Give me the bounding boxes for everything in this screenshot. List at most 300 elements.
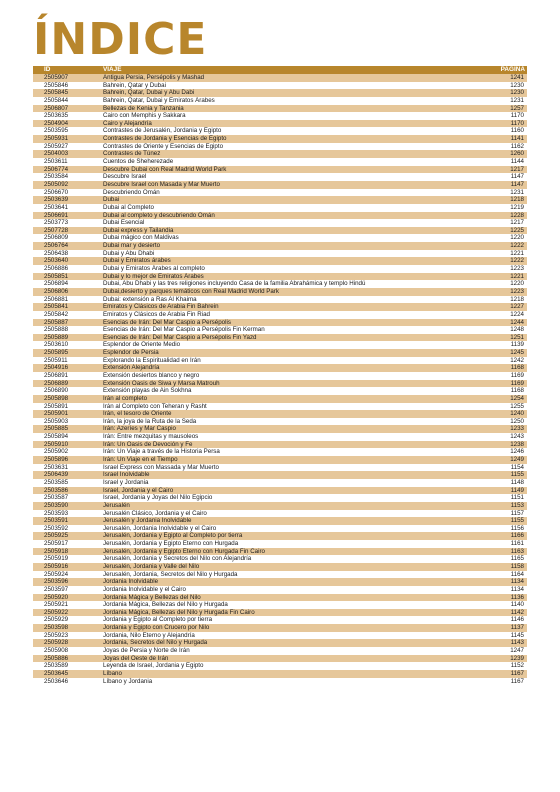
cell-pagina: 1147 <box>510 180 524 188</box>
table-row <box>33 632 527 640</box>
table-row <box>33 647 527 655</box>
table-row <box>33 517 527 525</box>
cell-pagina: 1244 <box>510 318 524 326</box>
cell-id: 2504003 <box>44 150 69 158</box>
cell-id: 2505907 <box>44 74 69 81</box>
table-row <box>33 196 527 204</box>
cell-id: 2505887 <box>44 318 69 326</box>
cell-pagina: 1218 <box>510 295 524 303</box>
cell-pagina: 1220 <box>510 234 524 242</box>
table-row <box>33 471 527 479</box>
table-row <box>33 288 527 296</box>
cell-viaje: Líbano <box>103 669 122 677</box>
table-row <box>33 678 527 686</box>
cell-pagina: 1143 <box>510 639 524 647</box>
cell-pagina: 1218 <box>510 196 524 204</box>
cell-id: 2503640 <box>44 257 69 265</box>
cell-viaje: Dubai al Completo <box>103 203 154 211</box>
table-row <box>33 364 527 372</box>
cell-viaje: Dubai express y Tailandia <box>103 226 174 234</box>
cell-pagina: 1219 <box>510 203 524 211</box>
cell-viaje: Líbano y Jordania <box>103 677 153 685</box>
table-row <box>33 487 527 495</box>
header-id: ID <box>44 66 51 73</box>
cell-pagina: 1141 <box>510 135 524 143</box>
cell-id: 2503595 <box>44 127 69 135</box>
cell-pagina: 1168 <box>510 364 524 372</box>
cell-id: 2505889 <box>44 333 69 341</box>
cell-viaje: Dubai mar y desierto <box>103 242 161 250</box>
table-row <box>33 311 527 319</box>
cell-id: 2506891 <box>44 371 69 379</box>
table-row <box>33 97 527 105</box>
cell-id: 2505894 <box>44 433 69 441</box>
cell-id: 2505910 <box>44 440 69 448</box>
cell-pagina: 1157 <box>510 509 524 517</box>
cell-viaje: Bahrein, Qatar, Dubai y Emiratos Árabes <box>103 96 215 104</box>
table-row <box>33 82 527 90</box>
table-row <box>33 510 527 518</box>
cell-viaje: Descubriendo Omán <box>103 188 160 196</box>
table-row <box>33 349 527 357</box>
cell-viaje: Israel, Jordania y Joyas del Nilo Egipcio <box>103 494 213 502</box>
table-row <box>33 319 527 327</box>
header-viaje: VIAJE <box>103 66 122 73</box>
cell-pagina: 1163 <box>510 547 524 555</box>
cell-id: 2505916 <box>44 563 69 570</box>
title-block <box>33 16 207 64</box>
cell-pagina: 1136 <box>510 593 524 601</box>
cell-pagina: 1251 <box>510 333 524 341</box>
table-row <box>33 448 527 456</box>
cell-pagina: 1169 <box>510 379 524 387</box>
table-row <box>33 441 527 449</box>
table-row <box>33 250 527 258</box>
cell-viaje: Irán: Un Oasis de Devoción y Fe <box>103 440 193 448</box>
table-row <box>33 418 527 426</box>
table-row <box>33 326 527 334</box>
cell-pagina: 1152 <box>510 662 524 670</box>
cell-id: 2503586 <box>44 486 69 494</box>
table-row <box>33 395 527 403</box>
index-table <box>33 66 527 685</box>
table-row <box>33 120 527 128</box>
table-row <box>33 74 527 82</box>
table-row <box>33 158 527 166</box>
cell-viaje: Irán: Un Viaje a través de la Historia Persa <box>103 448 220 456</box>
cell-pagina: 1160 <box>510 127 524 135</box>
cell-id: 2505925 <box>44 532 69 540</box>
cell-pagina: 1231 <box>510 96 524 104</box>
cell-viaje: Descubre Dubai con Real Madrid World Park <box>103 165 227 173</box>
cell-viaje: Jerusalén, Jordania y Secretos del Nilo con Alejandría <box>103 555 252 563</box>
cell-id: 2505842 <box>44 310 69 318</box>
cell-id: 2505921 <box>44 601 69 609</box>
table-row <box>33 341 527 349</box>
cell-viaje: Jordania, Secretos del Nilo y Hurgada <box>103 639 208 647</box>
cell-id: 2505911 <box>44 356 68 364</box>
table-row <box>33 150 527 158</box>
table-row <box>33 578 527 586</box>
cell-pagina: 1166 <box>510 532 524 540</box>
table-row <box>33 563 527 571</box>
cell-viaje: Esplendor de Persia <box>103 349 159 357</box>
cell-viaje: Dubai,desierto y parques temáticos con Real Madrid World Park <box>103 287 279 295</box>
table-row <box>33 166 527 174</box>
table-row <box>33 265 527 273</box>
cell-viaje: Israel Express con Massada y Mar Muerto <box>103 463 219 471</box>
table-row <box>33 189 527 197</box>
cell-id: 2505896 <box>44 456 69 464</box>
table-row <box>33 479 527 487</box>
table-row <box>33 242 527 250</box>
table-row <box>33 586 527 594</box>
cell-viaje: Jerusalén <box>103 501 130 509</box>
cell-pagina: 1155 <box>510 471 524 479</box>
table-row <box>33 525 527 533</box>
cell-viaje: Irán al Completo con Teheran y Rasht <box>103 402 207 410</box>
cell-viaje: Joyas del Oeste de Irán <box>103 654 169 662</box>
cell-id: 2503610 <box>44 341 69 349</box>
cell-id: 2505845 <box>44 89 69 97</box>
table-row <box>33 425 527 433</box>
table-row <box>33 89 527 97</box>
cell-id: 2505092 <box>44 180 69 188</box>
cell-pagina: 1170 <box>510 112 524 120</box>
table-row <box>33 204 527 212</box>
table-row <box>33 616 527 624</box>
cell-pagina: 1147 <box>510 173 524 181</box>
cell-viaje: Irán, la joya de la Ruta de la Seda <box>103 417 197 425</box>
cell-pagina: 1248 <box>510 326 524 334</box>
cell-pagina: 1155 <box>510 517 524 525</box>
cell-pagina: 1165 <box>510 555 524 563</box>
cell-id: 2503596 <box>44 578 69 586</box>
cell-pagina: 1224 <box>510 310 524 318</box>
table-row <box>33 127 527 135</box>
cell-pagina: 1238 <box>510 440 524 448</box>
cell-id: 2503646 <box>44 677 69 685</box>
cell-id: 2506809 <box>44 234 69 242</box>
cell-pagina: 1222 <box>510 242 524 250</box>
table-row <box>33 219 527 227</box>
table-row <box>33 655 527 663</box>
cell-viaje: Contrastes de Jerusalén, Jordania y Egipto <box>103 127 222 135</box>
cell-viaje: Cairo con Memphis y Sakkara <box>103 112 186 120</box>
cell-viaje: Esencias de Irán: Del Mar Caspio a Persépolis Fin Yazd <box>103 333 257 341</box>
cell-id: 2506670 <box>44 188 69 196</box>
cell-viaje: Dubai Esencial <box>103 219 145 227</box>
cell-pagina: 1146 <box>510 616 524 624</box>
table-row <box>33 609 527 617</box>
cell-pagina: 1233 <box>510 425 524 433</box>
table-row <box>33 403 527 411</box>
cell-viaje: Bahrein, Qatar y Dubai <box>103 81 166 89</box>
cell-pagina: 1167 <box>510 677 524 685</box>
cell-pagina: 1222 <box>510 257 524 265</box>
cell-id: 2506438 <box>44 249 69 257</box>
cell-id: 2506894 <box>44 280 69 288</box>
cell-viaje: Jordania Mágica, Bellezas del Nilo y Hurgada Fin Cairo <box>103 608 255 616</box>
cell-id: 2505903 <box>44 417 69 425</box>
cell-id: 2503592 <box>44 524 69 532</box>
cell-id: 2503639 <box>44 196 69 204</box>
cell-id: 2503587 <box>44 494 69 502</box>
cell-viaje: Leyenda de Israel, Jordania y Egipto <box>103 662 204 670</box>
cell-id: 2506807 <box>44 104 69 112</box>
cell-pagina: 1161 <box>510 540 524 548</box>
table-row <box>33 532 527 540</box>
cell-viaje: Extensión Alejandría <box>103 364 160 372</box>
table-row <box>33 143 527 151</box>
cell-pagina: 1139 <box>510 341 524 349</box>
cell-pagina: 1148 <box>510 478 524 486</box>
cell-viaje: Contrastes de Túnez <box>103 150 161 158</box>
cell-viaje: Dubai al completo y descubriendo Omán <box>103 211 215 219</box>
cell-viaje: Esencias de Irán: Del Mar Caspio a Persépolis <box>103 318 231 326</box>
cell-viaje: Contrastes de Oriente y Esencias de Egipto <box>103 142 224 150</box>
cell-id: 2505919 <box>44 555 69 563</box>
table-row <box>33 357 527 365</box>
cell-pagina: 1230 <box>510 81 524 89</box>
table-row <box>33 112 527 120</box>
cell-viaje: Descubre Israel con Masada y Mar Muerto <box>103 180 220 188</box>
cell-id: 2505917 <box>44 540 69 548</box>
cell-pagina: 1220 <box>510 280 524 288</box>
cell-viaje: Irán, el tesoro de Oriente <box>103 410 172 418</box>
cell-viaje: Jerusalén y Jordania Inolvidable <box>103 517 192 525</box>
cell-viaje: Israel, Jordania y el Cairo <box>103 486 174 494</box>
table-row <box>33 555 527 563</box>
cell-id: 2506886 <box>44 265 69 273</box>
cell-pagina: 1230 <box>510 89 524 97</box>
table-row <box>33 456 527 464</box>
cell-viaje: Bellezas de Kenia y Tanzania <box>103 104 184 112</box>
cell-viaje: Joyas de Persia y Norte de Irán <box>103 647 190 655</box>
cell-id: 2505922 <box>44 608 69 616</box>
cell-pagina: 1168 <box>510 387 524 395</box>
cell-id: 2506889 <box>44 379 69 387</box>
cell-id: 2505908 <box>44 647 69 655</box>
cell-viaje: Jordania Mágica y Bellezas del Nilo <box>103 593 201 601</box>
cell-id: 2505888 <box>44 326 69 334</box>
cell-viaje: Jerusalén, Jordania y Egipto Eterno con Hurgada Fin Cairo <box>103 547 265 555</box>
table-row <box>33 181 527 189</box>
cell-viaje: Jordania Inolvidable <box>103 578 159 586</box>
cell-id: 2505901 <box>44 410 69 418</box>
cell-pagina: 1245 <box>510 349 524 357</box>
cell-pagina: 1246 <box>510 448 524 456</box>
cell-id: 2505898 <box>44 394 69 402</box>
cell-pagina: 1217 <box>510 165 524 173</box>
cell-pagina: 1243 <box>510 433 524 441</box>
table-body <box>33 74 527 685</box>
cell-id: 2505846 <box>44 81 69 89</box>
cell-pagina: 1149 <box>510 486 524 494</box>
cell-id: 2505923 <box>44 631 69 639</box>
cell-id: 2503591 <box>44 517 69 525</box>
cell-id: 2504904 <box>44 119 69 127</box>
cell-id: 2505841 <box>44 303 69 311</box>
cell-pagina: 1156 <box>510 524 524 532</box>
cell-id: 2505931 <box>44 135 69 143</box>
cell-pagina: 1223 <box>510 287 524 295</box>
cell-pagina: 1217 <box>510 219 524 227</box>
cell-pagina: 1167 <box>510 669 524 677</box>
table-row <box>33 670 527 678</box>
cell-viaje: Jerusalén, Jordania, Secretos del Nilo y Hurgada <box>103 570 238 578</box>
table-row <box>33 387 527 395</box>
cell-id: 2505895 <box>44 349 69 357</box>
table-row <box>33 234 527 242</box>
cell-pagina: 1221 <box>510 272 524 280</box>
table-row <box>33 303 527 311</box>
cell-id: 2503598 <box>44 624 69 632</box>
table-row <box>33 540 527 548</box>
cell-id: 2506881 <box>44 295 69 303</box>
cell-id: 2507728 <box>44 226 69 234</box>
cell-viaje: Bahrein, Qatar, Dubai y Abu Dabi <box>103 89 195 97</box>
cell-viaje: Dubai, Abu Dhabi y las tres religiones incluyendo Casa de la familia Abrahámica y templo Hindú <box>103 280 366 288</box>
cell-viaje: Jordania Inolvidable y el Cairo <box>103 585 186 593</box>
table-row <box>33 334 527 342</box>
cell-pagina: 1239 <box>510 654 524 662</box>
cell-id: 2503584 <box>44 173 69 181</box>
cell-viaje: Jerusalén, Jordania y Egipto Eterno con Hurgada <box>103 540 239 548</box>
cell-id: 2503645 <box>44 669 69 677</box>
cell-pagina: 1169 <box>510 371 524 379</box>
cell-id: 2503773 <box>44 219 69 227</box>
cell-viaje: Esencias de Irán: Del Mar Caspio a Persépolis Fin Kerman <box>103 326 265 334</box>
cell-pagina: 1255 <box>510 402 524 410</box>
table-row <box>33 273 527 281</box>
table-header <box>33 66 527 74</box>
table-row <box>33 280 527 288</box>
cell-pagina: 1134 <box>510 585 524 593</box>
cell-id: 2505885 <box>44 425 69 433</box>
cell-pagina: 1170 <box>510 119 524 127</box>
table-row <box>33 105 527 113</box>
cell-pagina: 1162 <box>510 142 524 150</box>
cell-viaje: Jordania, Nilo Eterno y Alejandría <box>103 631 195 639</box>
cell-pagina: 1254 <box>510 394 524 402</box>
table-row <box>33 571 527 579</box>
table-row <box>33 212 527 220</box>
cell-id: 2506774 <box>44 165 69 173</box>
cell-pagina: 1134 <box>510 578 524 586</box>
cell-viaje: Jordania y Egipto con Crucero por Nilo <box>103 624 210 632</box>
cell-viaje: Antigua Persia, Persépolis y Mashad <box>103 74 205 81</box>
cell-id: 2506691 <box>44 211 69 219</box>
cell-id: 2505902 <box>44 448 69 456</box>
cell-id: 2505924 <box>44 570 69 578</box>
cell-viaje: Dubai mágico con Maldivas <box>103 234 179 242</box>
cell-viaje: Jordania Mágica, Bellezas del Nilo y Hurgada <box>103 601 228 609</box>
cell-pagina: 1154 <box>510 463 524 471</box>
cell-pagina: 1153 <box>510 501 524 509</box>
cell-viaje: Dubai: extensión a Ras Al Khaima <box>103 295 197 303</box>
table-row <box>33 594 527 602</box>
table-row <box>33 173 527 181</box>
cell-pagina: 1250 <box>510 417 524 425</box>
table-row <box>33 380 527 388</box>
cell-pagina: 1144 <box>510 158 524 166</box>
cell-viaje: Dubai y Emiratos Árabes al completo <box>103 265 205 273</box>
table-row <box>33 601 527 609</box>
cell-viaje: Extensión playas de Ain Sokhna <box>103 387 192 395</box>
cell-pagina: 1142 <box>510 608 524 616</box>
table-row <box>33 624 527 632</box>
table-row <box>33 502 527 510</box>
page-title: ÍNDICE <box>33 14 208 65</box>
cell-id: 2503585 <box>44 478 69 486</box>
cell-pagina: 1260 <box>510 150 524 158</box>
cell-viaje: Irán: Un Viaje en el Tiempo <box>103 456 178 464</box>
cell-id: 2506890 <box>44 387 69 395</box>
cell-viaje: Jerusalén, Jordania y Valle del Nilo <box>103 563 200 570</box>
table-row <box>33 410 527 418</box>
cell-pagina: 1257 <box>510 104 524 112</box>
cell-id: 2505920 <box>44 593 69 601</box>
cell-viaje: Dubai y Emiratos árabes <box>103 257 171 265</box>
cell-pagina: 1145 <box>510 631 524 639</box>
cell-pagina: 1164 <box>510 570 524 578</box>
cell-id: 2506806 <box>44 287 69 295</box>
cell-id: 2505891 <box>44 402 69 410</box>
cell-viaje: Emiratos y Clásicos de Arabia Fin Riad <box>103 310 210 318</box>
cell-id: 2503593 <box>44 509 69 517</box>
table-row <box>33 662 527 670</box>
cell-pagina: 1221 <box>510 249 524 257</box>
cell-viaje: Contrastes de Jordania y Esencias de Egipto <box>103 135 227 143</box>
table-row <box>33 135 527 143</box>
cell-id: 2503641 <box>44 203 69 211</box>
cell-viaje: Esplendor de Oriente Medio <box>103 341 181 349</box>
cell-viaje: Extensión Oasis de Siwa y Marsa Matrouh <box>103 379 220 387</box>
table-row <box>33 372 527 380</box>
cell-id: 2504916 <box>44 364 69 372</box>
table-row <box>33 639 527 647</box>
cell-id: 2506764 <box>44 242 69 250</box>
cell-pagina: 1240 <box>510 410 524 418</box>
cell-id: 2503597 <box>44 585 69 593</box>
cell-viaje: Jerusalén, Jordania y Egipto al Completo por tierra <box>103 532 243 540</box>
cell-viaje: Cairo y Alejandría <box>103 119 152 127</box>
cell-id: 2506439 <box>44 471 69 479</box>
cell-pagina: 1231 <box>510 188 524 196</box>
table-row <box>33 433 527 441</box>
cell-viaje: Descubre Israel <box>103 173 147 181</box>
table-row <box>33 296 527 304</box>
cell-pagina: 1227 <box>510 303 524 311</box>
cell-id: 2505851 <box>44 272 69 280</box>
cell-id: 2505929 <box>44 616 69 624</box>
cell-viaje: Israel y Jordania <box>103 478 149 486</box>
cell-id: 2503589 <box>44 662 69 670</box>
table-row <box>33 257 527 265</box>
cell-id: 2505918 <box>44 547 69 555</box>
cell-id: 2505928 <box>44 639 69 647</box>
table-row <box>33 494 527 502</box>
cell-viaje: Emiratos y Clásicos de Arabia Fin Bahrein <box>103 303 219 311</box>
cell-viaje: Explorando la Espiritualidad en Irán <box>103 356 201 364</box>
table-row <box>33 464 527 472</box>
cell-id: 2505927 <box>44 142 69 150</box>
cell-viaje: Dubai y lo mejor de Emiratos Árabes <box>103 272 204 280</box>
cell-pagina: 1225 <box>510 226 524 234</box>
cell-pagina: 1151 <box>510 494 524 502</box>
cell-pagina: 1158 <box>510 563 524 570</box>
